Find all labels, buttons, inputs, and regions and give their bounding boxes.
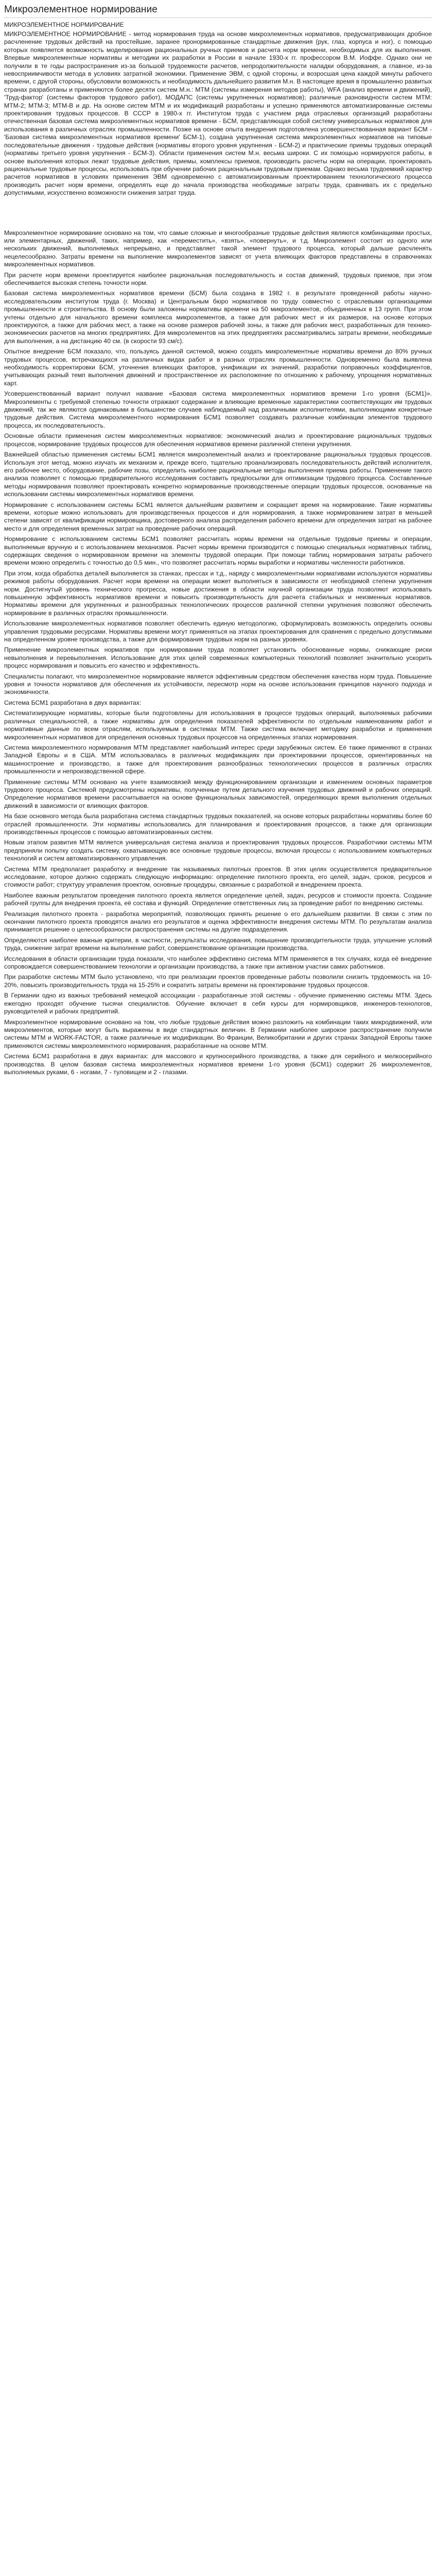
body-paragraph: Опытное внедрение БСМ показало, что, пользуясь данной системой, можно создать микроэлементные нормативы времени до 80% ручных трудовых процессов, встречающихся на различных видах работ и в разных отраслях промышленности. Одновременно была выявлена необходимость корректировки БСМ, уточнения влияющих факторов, унификации их значений, разработки поправочных коэффициентов, учитывающих разный темп выполнения движений и пространственное их расположение по отношению к рабочему, упрощения нормативных карт.	[4, 348, 432, 387]
body-paragraph: Система МТМ предполагает разработку и внедрение так называемых пилотных проектов. В этих целях осуществляется предварительное исследование, которое должно содержать следующую информацию: определение пилотного проекта, его целей, задач, сроков, ресурсов и стоимости работ; структуру управления проектом, основные процедуры, связанные с разработкой и внедрением проекта.	[4, 865, 432, 889]
body-paragraph: Наиболее важным результатом проведения пилотного проекта является определение целей, задач, ресурсов и стоимости проекта. Создание рабочей группы для внедрения проекта, её состава и функций. Определение ответственных лиц за проведение работ по внедрению системы.	[4, 891, 432, 907]
body-paragraph: Реализация пилотного проекта - разработка мероприятий, позволяющих принять решение о его дальнейшем развитии. В связи с этим по окончании пилотного проекта проводятся анализ его результатов и оценка эффективности внедрения системы МТМ. По результатам анализа принимается решение о целесообразности распространения системы на другие подразделения.	[4, 910, 432, 934]
body-paragraph: Основные области применения систем микроэлементных нормативов: экономический анализ и проектирование рациональных трудовых процессов, нормирование трудовых процессов для обеспечения нормативов времени различной степени укрупнения.	[4, 432, 432, 448]
body-paragraph: При расчете норм времени проектируется наиболее рациональная последовательность и состав движений, трудовых приемов, при этом обеспечивается высокая степень точности норм.	[4, 271, 432, 286]
body-paragraph: При этом, когда обработка деталей выполняется за станках, прессах и т.д., наряду с микроэлементными нормативами используются нормативы режимов работы оборудования. Расчет норм времени на операции может выполняться в зависимости от необходимой степени укрупнения норм. Достигнутый уровень технического прогресса, новые достижения в области научной организации труда позволяют использовать повышенную эффективность нормативов времени и повысить производительность для расчета стабильных и неизменных нормативов. Нормативы времени для укрупненных и разнообразных технологических процессов различной степени укрупнения позволяют обеспечить нормирование в различных отраслях промышленности.	[4, 569, 432, 617]
body-paragraph: При разработке системы МТМ было установлено, что при реализации проектов проведенные работы позволили снизить трудоемкость на 10-20%, повысить производительность труда на 15-25% и сократить затраты времени на проектирование трудовых процессов.	[4, 973, 432, 989]
body-paragraph: На базе основного метода была разработана система стандартных трудовых показателей, на основе которых разработаны нормативы более 60 отраслей промышленности. Эти нормативы использовались для планирования и проектирования процессов, а также для организации производственных процессов с помощью автоматизированных систем.	[4, 812, 432, 836]
body-paragraph: Система БСМ1 разработана в двух вариантах: для массового и крупносерийного производства, а также для серийного и мелкосерийного производства. В целом базовая система микроэлементных нормативов времени 1-го уровня (БСМ1) содержит 26 микроэлементов, выполняемых руками, 6 - ногами, 7 - туловищем и 2 - глазами.	[4, 1053, 432, 1076]
body-paragraph: Микроэлементное нормирование основано на том, что самые сложные и многообразные трудовые действия являются комбинациями простых, или элементарных, движений, таких, например, как «переместить», «взять», «повернуть», и т.д. Микроэлемент состоит из одного или нескольких движений, выполняемых непрерывно, и представляет такой элемент трудового процесса, который дальше расчленять нецелесообразно. Затраты времени на выполнение микроэлементов зависят от учета влияющих факторов представлены в справочниках микроэлементных нормативов.	[4, 229, 432, 268]
body-paragraph: Система микроэлементного нормирования МТМ представляет наибольший интерес среди зарубежных систем. Её также применяют в странах Западной Европы и в США. МТМ использовалась в различных модификациях при проектировании процессов, ориентированных на машиностроение и производство, а также для проектирования разнообразных технологических процессов в различных отраслях промышленности и непроизводственной сфере.	[4, 743, 432, 775]
body-paragraph: Система БСМ1 разработана в двух вариантах:	[4, 699, 142, 706]
body-paragraph: Применение микроэлементных нормативов при нормировании труда позволяет установить обоснованные нормы, снижающие риски невыполнения и перевыполнения. Использование для этих целей современных компьютерных технологий позволяет значительно ускорить процесс нормирования и повысить его качество и эффективность.	[4, 646, 432, 670]
body-paragraph: Нормирование с использованием системы БСМ1 позволяет рассчитать нормы времени на отдельные трудовые приемы и операции, выполняемые вручную и с использованием механизмов. Расчет нормы времени производится с помощью специальных нормативных таблиц, содержащих сведения о нормированном времени на элементы трудовой операции. При помощи таблиц нормирования затраты рабочего времени можно определить с точностью до 0,5 мин., что позволяет рассчитать нормы выработки и нормативы численности работников.	[4, 535, 432, 567]
body-paragraph: Базовая система микроэлементных нормативов времени (БСМ) была создана в 1982 г. в результате проведенной работы научно-исследовательским институтом труда (г. Москва) и Центральным бюро нормативов по труду совместно с отраслевыми организациями промышленности и строительства. В основу были заложены нормативы времени на 50 микроэлементов, объединенных в 13 групп. При этом учтены отдельно для начального времени комплекса микроэлементов, а также для рабочих мест и их размеров, на основе которых проектируются, а также для рабочих мест, а также на основе размеров рабочей зоны, а также для рабочих мест, разработанных для технико-экономических расчетов на многих предприятиях. Для микроэлементов на этих предприятиях рассматривались затраты времени, необходимые для выполнения, а на дистанцию 40 см. (в скорости 93 см/с).	[4, 290, 432, 345]
article-intro	[4, 30, 432, 197]
body-paragraph: Новым этапом развития МТМ является универсальная система анализа и проектирования трудовых процессов. Разработчики системы МТМ предприняли попытку создать систему, охватывающую все основные трудовые процессы, включая процессы с использованием компьютерных технологий и систем автоматизированного управления.	[4, 839, 432, 862]
body-paragraph: Важнейшей областью применения системы БСМ1 является микроэлементный анализ и проектирование рациональных трудовых процессов. Используя этот метод, можно изучать их механизм и, прежде всего, тщательно проанализировать последовательность действий исполнителя, его рабочее место, оборудование, рабочие позы, определить наиболее рациональные методы выполнения приема работы. Применение такого анализа позволяет с помощью предварительного исследования составить предпосылки для оптимизации трудового процесса. Составленные методы нормирования позволяют проектировать конкретно нормированные производственные операции трудовых процессов, основанные на использовании системы микроэлементных нормативов времени.	[4, 451, 432, 498]
body-paragraph: Усовершенствованный вариант получил название «Базовая система микроэлементных нормативов времени 1-го уровня (БСМ1)». Микроэлементы с требуемой степенью точности отражают содержание и влияющие временные характеристики соответствующих им трудовых движений, так же являются одинаковыми в большинстве случаев наблюдаемый над различными исполнителями, выполняющими конкретные трудовые действия. Система микроэлементного нормирования БСМ1 позволяет создавать различные комбинации элементов трудового процесса, их последовательность.	[4, 390, 432, 429]
body-paragraph: Специалисты полагают, что микроэлементное нормирование является эффективным средством обеспечения качества норм труда. Повышение уровня и точности нормативов для обеспечения их устойчивости, пересмотр норм на основе использования принципов научного подхода и экономичности.	[4, 672, 432, 696]
intro-paragraph: МИКРОЭЛЕМЕНТНОЕ НОРМИРОВАНИЕ - метод нормирования труда на основе микроэлементных нормативов, предусматривающих дробное расчленение трудовых действий на простейшие, заранее пронормированные стандартные движения (рук, глаз, корпуса и ног), с помощью которых появляется возможность моделирования рациональных ручных приемов и расчета норм времени, необходимых для их выполнения. Впервые микроэлементные нормативы и методики их разработки в России в начале 1930-х гг. профессором В.М. Иоффе. Однако они не получили в те годы распространения из-за большой трудоемкости расчетов, непродолжительности наладки оборудования, а главное, из-за невосприимчивости метода в условиях затратной экономики. Применение ЭВМ, с одной стороны, и возросшая цена каждой минуты рабочего времени, с другой стороны, обусловили возможность и необходимость дальнейшего развития М.н. В настоящее время в промышленно развитых странах разработаны и применяются более десяти систем М.н.: МТМ (системы измерения методов работы), WFA (анализ времени и движений), 'Труд-фактор' (системы факторов трудового работ), МОДАПС (системы укрупненных нормативов); различные разновидности систем МТМ: МТМ-2; МТМ-3; МТМ-В и др. На основе систем МТМ и их модификаций разработаны и успешно применяются автоматизированные системы проектирования трудовых процессов. В СССР в 1980-х гг. Институтом труда с участием ряда отраслевых организаций разработаны отечественная базовая система микроэлементных нормативов времени - БСМ, представляющая собой систему универсальных нормативов для использования в различных отраслях промышленности. Позже на основе опыта внедрения подготовлена усовершенствованная вариант БСМ - 'Базовая система микроэлементных нормативов времени' БСМ-1), создана укрупненная система микроэлементных нормативов на типовые последовательные движения - трудовые действия (нормативы второго уровня укрупнения - БСМ-2) и практические приемы трудовых операций (нормативы третьего уровня укрупнения - БСМ-3). Области применения систем М.н. весьма широки. С их помощью нормируются работы, в основе выполнения которых лежат трудовые действия, приемы, комплексы приемов, производить расчеты норм на операции, проектировать рациональные трудовые процессы, использовать при обучении рабочих рациональным трудовым приемам. Однако весьма трудоемкий характер расчетов нормативов в условиях применения ЭВМ одновременно с автоматизированным проектированием технологического процесса производить расчет норм времени, определять еще до начала производства необходимые затраты труда, сравнивать их с предельно допустимыми, искусственно возможности снижения затрат труда.	[4, 30, 432, 197]
body-paragraph: В Германии одно из важных требований немецкой ассоциации - разработанные этой системы - обучение применению системы МТМ. Здесь ежегодно проходят обучение тысячи специалистов. Обучение включает в себя курсы для нормировщиков, инженеров-технологов, руководителей и рабочих предприятий.	[4, 992, 432, 1015]
article-subtitle: МИКРОЭЛЕМЕНТНОЕ НОРМИРОВАНИЕ	[4, 21, 124, 28]
section-gap	[4, 197, 432, 229]
page-title: Микроэлементное нормирование	[4, 4, 158, 15]
body-paragraph: Микроэлементное нормирование основано на том, что любые трудовые действия можно разложить на комбинации таких микродвижений, или микроэлементов, которые могут быть выражены в виде стандартных величин. В Германии наиболее широкое распространение получили системы МТМ и WORK-FACTOR, а также различные их модификации. Во Франции, Великобритании и других странах Западной Европы также применяются системы микроэлементного нормирования, разработанные на основе МТМ.	[4, 1018, 432, 1049]
body-paragraph: Исследования в области организации труда показали, что наиболее эффективно система МТМ применяется в тех случаях, когда её внедрение сопровождается совершенствованием технологии и организации производства, а также при активном участии самих работников.	[4, 955, 432, 971]
body-paragraph: Определяются наиболее важные критерии, в частности, результаты исследования, повышение производительности труда, улучшение условий труда, снижение затрат времени на выполнение работ, совершенствование организации производства.	[4, 936, 432, 952]
body-paragraph: Нормирование с использованием системы БСМ1 является дальнейшим развитием и сокращает время на нормирование. Такие нормативы времени, которые можно использовать для производственных процессов и для нормирования, а также нормированием затрат в меньшей степени зависят от квалификации нормировщика, достоверного анализа распределения рабочего времени для определения затрат на рабочее место и для определения временных затрат на проведение рабочих операций.	[4, 501, 432, 532]
article-page	[0, 0, 436, 1076]
body-paragraph: Использование микроэлементных нормативов позволяет обеспечить единую методологию, сформулировать возможность определить основы управления трудовыми ресурсами. Нормативы времени могут применяться на этапах проектирования для сравнения с предельно допустимыми на определенном уровне производства, а также для формирования трудовых норм на разных уровнях.	[4, 620, 432, 643]
article-body	[4, 229, 432, 1077]
body-paragraph: Применение системы МТМ основано на учете взаимосвязей между функционированием организации и изменением основных параметров трудового процесса. Системой предусмотрены нормативы, полученные путем детального изучения трудовых движений и рабочих операций. Определение нормативов времени рассчитывается на основе функциональных зависимостей, определяющих время выполнения отдельных движений в зависимости от влияющих факторов.	[4, 778, 432, 809]
body-paragraph: Систематизирующие нормативы, которые были подготовлены для использования в процессе трудовых операций, выполняемых рабочими различных специальностей, а также нормативы для определения показателей эффективности по отдельным наименованиям работ и нормативные данные по всем отраслям, используемым в системах МТМ. Также система включает методику разработки и применения микроэлементных нормативов для определения основных трудовых процессов на определенных этапах нормирования.	[4, 709, 432, 741]
